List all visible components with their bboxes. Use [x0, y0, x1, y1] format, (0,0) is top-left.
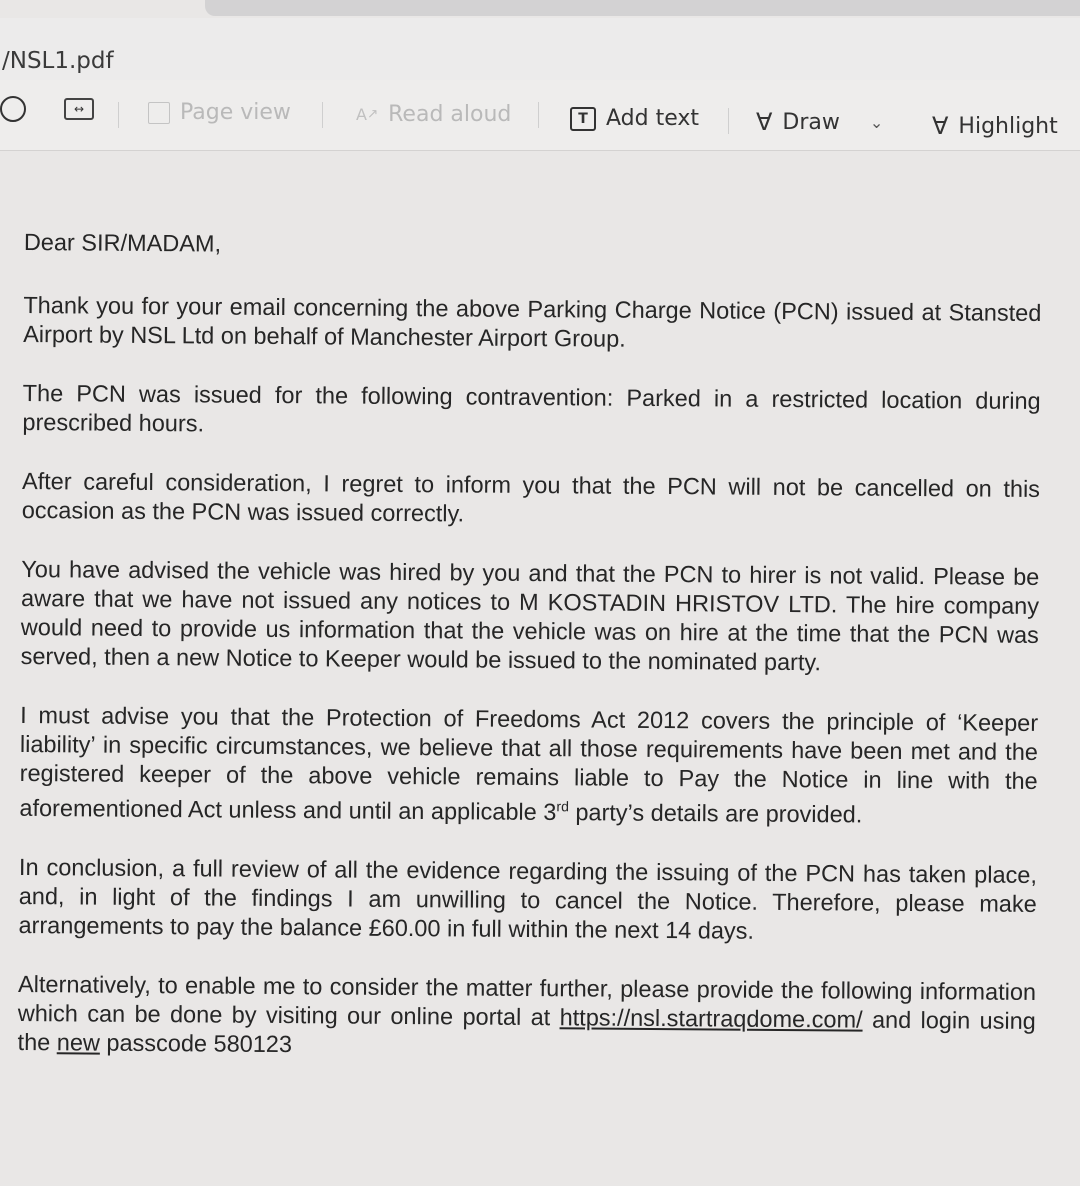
find-button[interactable] [0, 96, 36, 122]
paragraph-6: In conclusion, a full review of all the evidence regarding the issuing of the PCN has taken place, and, in light of the findings I am unwilling to cancel the Notice. Therefore, please make arrangements to pay the balance £60.00 in full within the next 14 days. [18, 853, 1038, 944]
paragraph-7-end: passcode 580123 [99, 1029, 293, 1057]
paragraph-7-mid: and login using the [17, 1006, 1036, 1056]
paragraph-7-text: Alternatively, to enable me to consider the matter further, please provide the following information which can be done by visiting our online portal at [17, 970, 1037, 1031]
read-aloud-icon: A ↗ [356, 105, 379, 124]
pdf-toolbar [0, 80, 1080, 151]
file-name: /NSL1.pdf [2, 48, 114, 74]
letter-body [17, 228, 1042, 1095]
paragraph-2: The PCN was issued for the following contravention: Parked in a restricted location during prescribed hours. [22, 379, 1041, 437]
ordinal-suffix: rd [556, 798, 569, 815]
toolbar-divider [538, 102, 539, 128]
toolbar-divider [118, 102, 119, 128]
paragraph-4: You have advised the vehicle was hired by you and that the PCN to hirer is not valid. Please be aware that we have not issued any notices to M KOSTADIN HRISTOV LTD. The hire company would need to provide us information that the vehicle was on hire at the time that the PCN was served, then a new Notice to Keeper would be issued to the nominated party. [20, 555, 1040, 676]
draw-label: Draw [782, 109, 840, 135]
portal-link[interactable]: https://nsl.startraqdome.com/ [559, 1004, 863, 1033]
chevron-down-icon[interactable]: ⌄ [869, 112, 884, 132]
add-text-button[interactable] [570, 106, 699, 131]
add-text-label: Add text [606, 106, 700, 131]
highlighter-icon: ∀ [932, 112, 949, 140]
page-view-button[interactable] [148, 100, 291, 125]
paragraph-5-text: I must advise you that the Protection of Freedoms Act 2012 covers the principle of ‘Keeper liability’ in specific circumstances, we believe that all those requirements have been met and the registered keeper of the above vehicle remains liable to Pay the Notice in line with the aforementioned Act unless and until an applicable 3 [19, 701, 1039, 826]
highlight-label: Highlight [958, 113, 1058, 139]
page-view-icon [148, 102, 170, 124]
draw-button[interactable] [756, 108, 893, 136]
fit-width-button[interactable] [64, 98, 104, 120]
pen-icon: ∀ [756, 108, 773, 136]
fit-width-icon: ↔ [64, 98, 94, 120]
toolbar-divider [728, 108, 729, 134]
page-view-label: Page view [180, 100, 291, 125]
paragraph-3: After careful consideration, I regret to inform you that the PCN will not be cancelled on this occasion as the PCN was issued correctly. [21, 467, 1041, 527]
paragraph-7 [17, 970, 1036, 1065]
read-aloud-label: Read aloud [388, 102, 512, 127]
salutation: Dear SIR/MADAM, [23, 228, 222, 257]
text-box-icon: T [570, 107, 596, 131]
paragraph-1: Thank you for your email concerning the above Parking Charge Notice (PCN) issued at Stansted Airport by NSL Ltd on behalf of Manchester Airport Group. [23, 291, 1042, 352]
title-bar [0, 18, 1080, 80]
toolbar-divider [322, 102, 323, 128]
highlight-button[interactable] [932, 112, 1058, 140]
new-word: new [56, 1029, 101, 1056]
browser-tab-strip [205, 0, 1080, 16]
paragraph-5-end: party’s details are provided. [568, 799, 863, 828]
search-icon [0, 96, 26, 122]
paragraph-5 [19, 701, 1038, 831]
read-aloud-button[interactable] [356, 102, 511, 127]
